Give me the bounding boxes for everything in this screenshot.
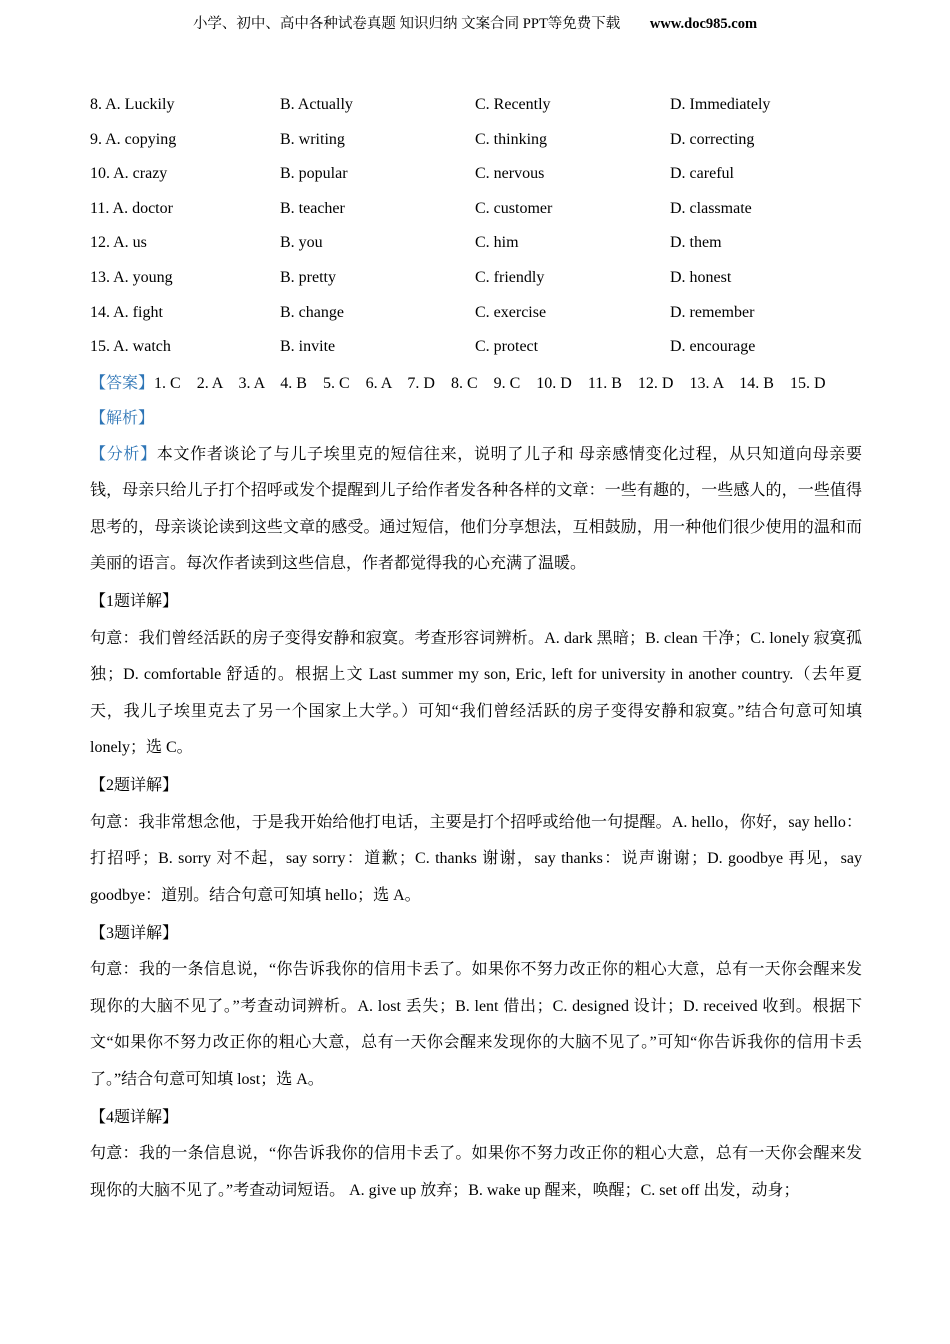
option-cell: D. encourage [670, 338, 756, 356]
option-cell: D. Immediately [670, 96, 771, 113]
detail-text-2: 句意：我非常想念他，于是我开始给他打电话，主要是打个招呼或给他一句提醒。A. hello，你好，say hello：打招呼；B. sorry 对不起，say sorry：道歉；C. thanks 谢谢，say thanks：说声谢谢；D. goodbye 再见，say goodbye：道别。结合句意可知填 hello；选 A。 [90, 813, 862, 904]
detail-heading-1: 【1题详解】 [90, 593, 179, 611]
option-cell: 11. A. doctor [90, 199, 173, 217]
table-row [90, 123, 862, 158]
table-row [90, 226, 862, 261]
jiexi-label: 【解析】 [90, 409, 155, 427]
detail-heading-2: 【2题详解】 [90, 777, 179, 795]
option-cell: D. classmate [670, 199, 752, 217]
option-cell: 12. A. us [90, 234, 147, 252]
option-cell: B. writing [280, 130, 345, 148]
option-cell: D. careful [670, 165, 734, 183]
table-row [90, 296, 862, 331]
table-row [90, 88, 862, 123]
option-cell: C. Recently [475, 96, 551, 113]
page-header [0, 0, 950, 34]
option-cell: B. Actually [280, 96, 353, 113]
option-cell: B. teacher [280, 199, 345, 217]
fenxi-paragraph [90, 437, 862, 583]
option-cell: 9. A. copying [90, 130, 177, 148]
option-cell: D. remember [670, 303, 755, 321]
option-cell: B. change [280, 303, 344, 321]
table-row [90, 157, 862, 192]
detail-heading-3: 【3题详解】 [90, 925, 179, 943]
option-cell: C. exercise [475, 303, 547, 321]
table-row [90, 261, 862, 296]
option-cell: B. popular [280, 165, 348, 183]
option-cell: 15. A. watch [90, 338, 171, 356]
options-table [90, 88, 862, 365]
table-row [90, 330, 862, 365]
option-cell: B. invite [280, 338, 336, 356]
header-url: www.doc985.com [649, 16, 758, 32]
option-cell: 13. A. young [90, 268, 173, 286]
option-cell: D. honest [670, 268, 732, 286]
answer-line [90, 365, 862, 401]
detail-text-4: 句意：我的一条信息说，“你告诉我你的信用卡丢了。如果你不努力改正你的粗心大意，总有一天你会醒来发现你的大脑不见了。”考查动词短语。 A. give up 放弃；B. wake up 醒来，唤醒；C. set off 出发，动身； [90, 1145, 862, 1199]
answer-values: 1. C 2. A 3. A 4. B 5. C 6. A 7. D 8. C 9. C 10. D 11. B 12. D 13. A 14. B 15. D [154, 374, 826, 392]
option-cell: C. thinking [475, 130, 548, 148]
table-row [90, 192, 862, 227]
answer-label: 【答案】 [90, 374, 155, 392]
detail-text-3: 句意：我的一条信息说，“你告诉我你的信用卡丢了。如果你不努力改正你的粗心大意，总有一天你会醒来发现你的大脑不见了。”考查动词辨析。A. lost 丢失；B. lent 借出；C. designed 设计；D. received 收到。根据下文“如果你不努力改正你的粗心大意，总有一天你会醒来发现你的大脑不见了。”可知“你告诉我你的信用卡丢了。”结合句意可知填 lost；选 A。 [90, 961, 862, 1088]
option-cell: B. you [280, 234, 323, 252]
fenxi-text: 本文作者谈论了与儿子埃里克的短信往来，说明了儿子和 母亲感情变化过程，从只知道向母亲要钱，母亲只给儿子打个招呼或发个提醒到儿子给作者发各种各样的文章：一些有趣的，一些感人的，一些值得思考的，母亲谈论读到这些文章的感受。通过短信，他们分享想法，互相鼓励，用一种他们很少使用的温和而美丽的语言。每次作者读到这些信息，作者都觉得我的心充满了温暖。 [90, 445, 862, 572]
header-text: 小学、初中、高中各种试卷真题 知识归纳 文案合同 PPT等免费下载 [192, 16, 621, 32]
option-cell: C. him [475, 234, 519, 252]
option-cell: 8. A. Luckily [90, 96, 175, 113]
option-cell: 10. A. crazy [90, 165, 168, 183]
detail-text-1: 句意：我们曾经活跃的房子变得安静和寂寞。考查形容词辨析。A. dark 黑暗；B. clean 干净；C. lonely 寂寞孤独；D. comfortable 舒适的。根据上文 Last summer my son, Eric, left for university in another country.（去年夏天，我儿子埃里克去了另一个国家上大学。）可知“我们曾经活跃的房子变得安静和寂寞。”结合句意可知填 lonely；选 C。 [90, 629, 862, 756]
detail-heading-4: 【4题详解】 [90, 1109, 179, 1127]
fenxi-label: 【分析】 [90, 445, 157, 463]
option-cell: C. customer [475, 199, 553, 217]
option-cell: D. correcting [670, 130, 755, 148]
document-content [0, 88, 950, 1209]
option-cell: C. protect [475, 338, 539, 356]
option-cell: B. pretty [280, 268, 336, 286]
option-cell: C. nervous [475, 165, 545, 183]
option-cell: D. them [670, 234, 722, 252]
option-cell: C. friendly [475, 268, 545, 286]
option-cell: 14. A. fight [90, 303, 163, 321]
